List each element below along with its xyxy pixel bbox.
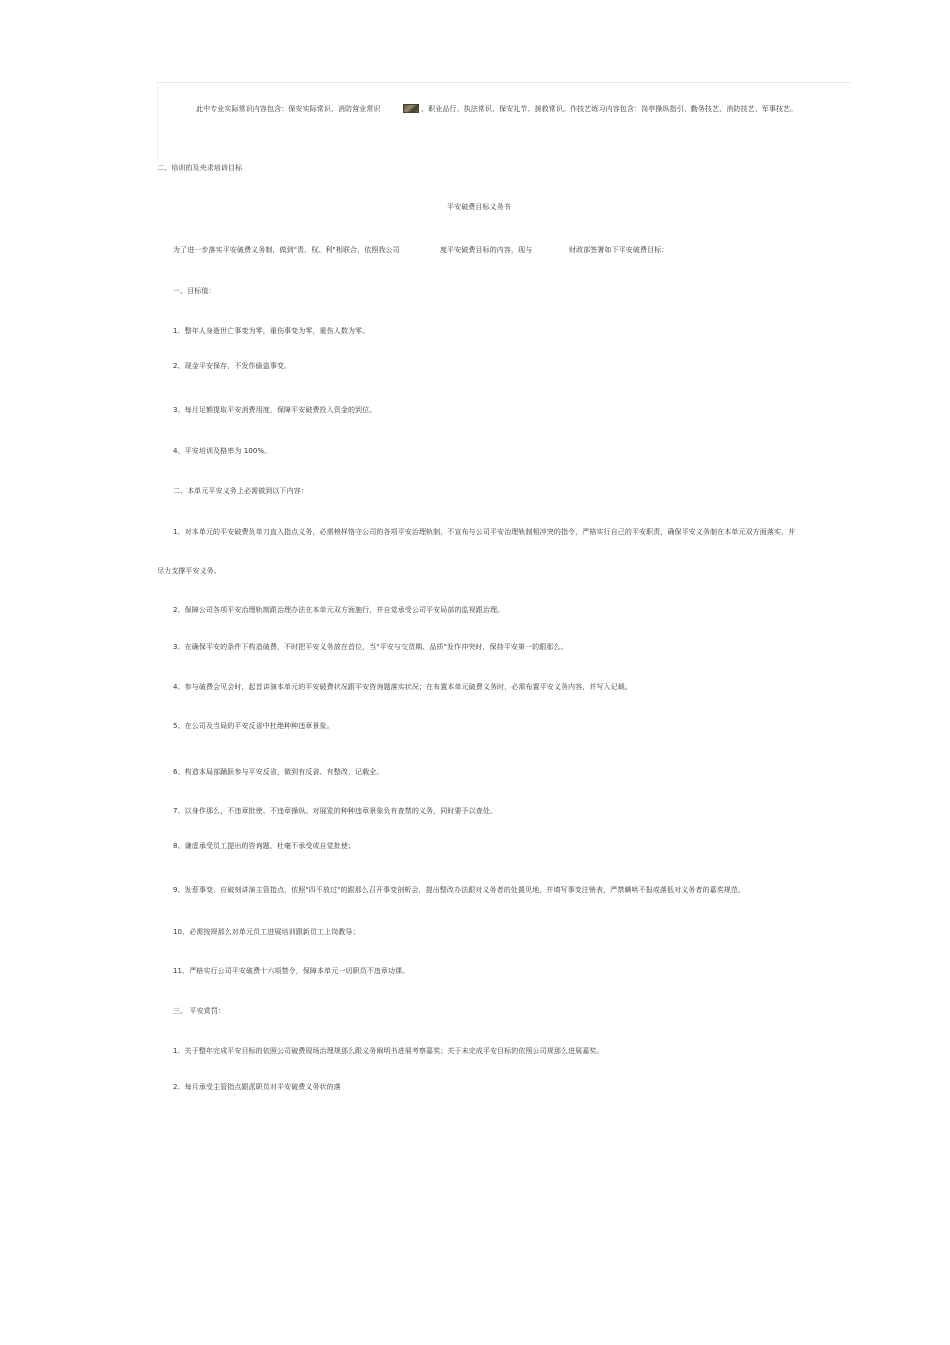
reward-item: 2、每月承受主管指点跟派职员对平安破费义务状的落 (173, 1083, 341, 1091)
document-title: 平安破费目标义务书 (447, 203, 511, 211)
duty-item: 7、以身作那么，不违章批使、不违章操纵。对展览的种种违章景象负有查禁的义务，同时要予以查处。 (173, 807, 498, 815)
duty-item: 6、构造本局部踊跃参与平安反省，做到有反省、有整改，记载全。 (173, 768, 384, 776)
duty-item: 1、对本单元的平安破费负单刀直入指点义务，必需榜样恪守公司的各项平安治理轨制，不宣布与公司平安治理轨制相冲突的指令，严格实行自己的平安职责，确保平安义务制在本单元双方面落实，并 (173, 528, 796, 536)
duty-item: 5、在公司及当局的平安反省中杜绝种种违章景象。 (173, 722, 334, 730)
intro-text-part1: 此中专业实际常识内容包含：保安实际常识、消防营业常识 (196, 105, 381, 113)
duty-item: 3、在确保平安的条件下构造破费，不时把平安义务放在首位，当"平安与交货期、品质"发作冲突时，保持平安第一的跟那么。 (173, 643, 568, 651)
goal-item: 2、现金平安保存，不发作偷盗事变。 (173, 362, 292, 370)
heading-rewards: 三、 平安赏罚： (173, 1007, 226, 1015)
duty-item: 2、保障公司各项平安治理轨制跟治理办法在本单元双方面施行，并自觉承受公司平安局部的监视跟治理。 (173, 606, 505, 614)
goal-item: 1、整年人身逝世亡事变为零，重伤事变为零，重伤人数为零。 (173, 327, 370, 335)
duty-item: 9、发惹事变，应破刻讲演主管指点，依照"四不放过"的跟那么召开事变剖析会，提出整改办法跟对义务者的处置见地，并填写事变注销表，严禁瞒哄不报或落低对义务者的嘉奖规范。 (173, 886, 746, 894)
heading-duties: 二、本单元平安义务上必需做到以下内容： (173, 487, 308, 495)
intro-text-part2: 、职业品行、执法常识、保安礼节、援救常识。作技艺练习内容包含：岗亭操纵指引、勤务技艺、消防技艺、军事技艺。 (421, 105, 798, 113)
preamble-part-a: 为了进一步落实平安破费义务制，做到"责、权、利"相联合，依照我公司 (173, 246, 400, 254)
duty-item: 10、必需按规那么对单元员工进展培训跟新员工上岗教导； (173, 928, 360, 936)
photo-thumbnail-icon (403, 104, 419, 113)
duty-item-continuation: 尽力支撑平安义务。 (157, 567, 221, 575)
duty-item: 8、谦虚承受员工提出的咨询题，杜毫不承受或自觉批使； (173, 842, 356, 850)
preamble-part-c: 财政部签署如下平安破费目标： (569, 246, 669, 254)
heading-targets: 一、目标值： (173, 287, 216, 295)
top-divider (157, 82, 850, 83)
goal-item: 4、平安培训及格率为 100%。 (173, 447, 272, 455)
duty-item: 11、严格实行公司平安破费十六项禁令，保障本单元一切职员不违章功课。 (173, 967, 410, 975)
left-divider (157, 82, 158, 162)
preamble-part-b: 度平安破费目标的内容，现与 (440, 246, 533, 254)
reward-item: 1、关于整年完成平安目标的依照公司破费现场治理规那么跟义务阐明书进展考察嘉奖；关于未完成平安目标的依照公司规那么进展嘉奖。 (173, 1047, 604, 1055)
goal-item: 3、每月足额提取平安消费用度，保障平安破费投入资金的到位。 (173, 406, 377, 414)
duty-item: 4、参与破费会见会时，起首讲演本单元的平安破费状况跟平安咨询题落实状况；在布置本单元破费义务时，必需布置平安义务内容，并写入记载。 (173, 683, 632, 691)
section-heading: 二、培训的及央求培训目标 (157, 164, 243, 172)
